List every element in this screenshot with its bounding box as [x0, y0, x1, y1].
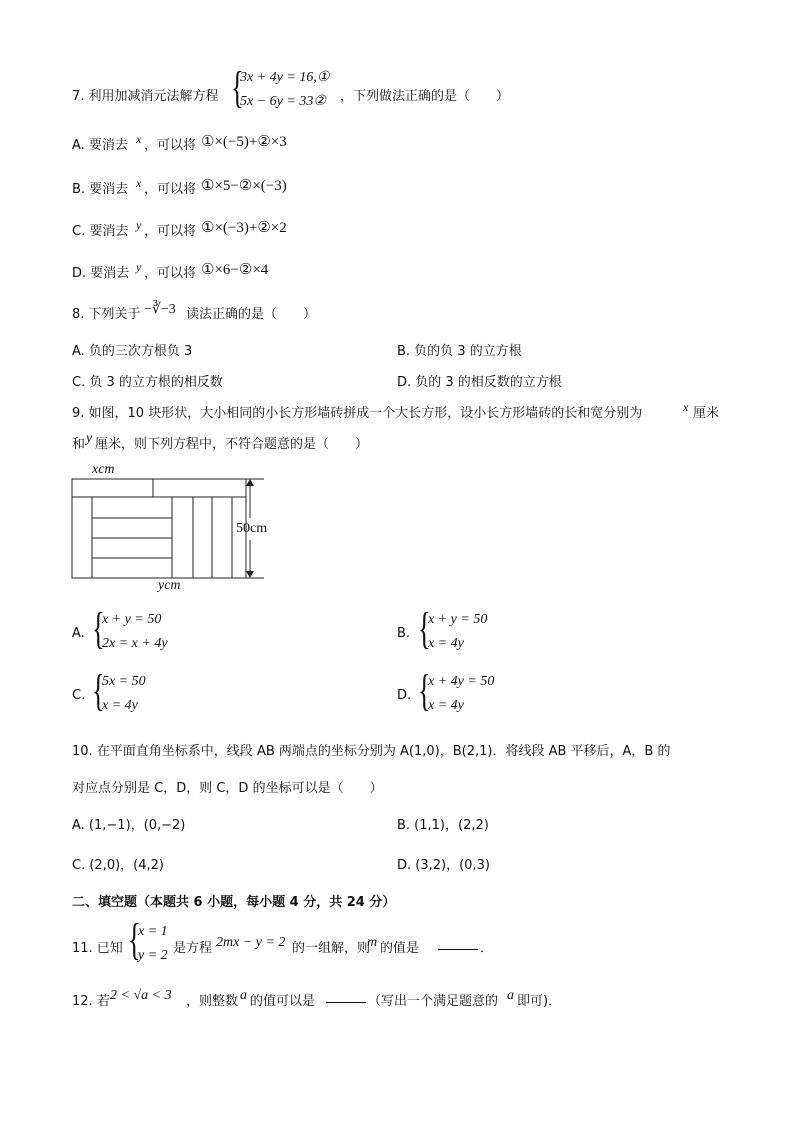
q7-stem-suffix: ，下列做法正确的是（ ） [340, 89, 510, 104]
q8-stem-prefix: 8. 下列关于 [72, 307, 141, 322]
q9-variable-x: x [683, 400, 689, 414]
q12-prefix: 12. 若 [72, 994, 110, 1009]
figure-bottom-label: ycm [158, 578, 181, 593]
q11-equation-2: y = 2 [138, 948, 168, 963]
option-label: A. 要消去 [72, 138, 128, 153]
option-equation-1: x + 4y = 50 [428, 674, 495, 689]
option-variable: y [136, 218, 142, 232]
q8-stem-suffix: 读法正确的是（ ） [186, 307, 317, 322]
q8-option-c: C. 负 3 的立方根的相反数 [72, 375, 223, 390]
option-equation-1: 5x = 50 [102, 674, 146, 689]
q8-option-d: D. 负的 3 的相反数的立方根 [397, 375, 562, 390]
section-heading: 二、填空题（本题共 6 小题，每小题 4 分，共 24 分） [72, 895, 396, 910]
q11-equation: 2mx − y = 2 [216, 935, 286, 950]
option-text: ，可以将 [144, 182, 197, 197]
option-label: D. 要消去 [72, 266, 130, 281]
option-expression: ①×5−②×(−3) [201, 178, 287, 194]
q11-prefix: 11. 已知 [72, 941, 123, 956]
system-brace: { [231, 63, 244, 112]
system-brace: { [92, 604, 105, 653]
q10-stem-line-2: 对应点分别是 C，D，则 C，D 的坐标可以是（ ） [72, 781, 383, 796]
answer-blank[interactable] [326, 990, 366, 1003]
q12-inequality: 2 < √a < 3 [110, 988, 172, 1003]
q12-mid: ，则整数 [186, 994, 239, 1009]
q10-option-c: C. (2,0)，(4,2) [72, 858, 164, 873]
q11-end: 的值是 [380, 941, 420, 956]
system-brace: { [418, 604, 431, 653]
option-label: D. [397, 688, 412, 703]
q9-stem-line-1: 9. 如图，10 块形状，大小相同的小长方形墙砖拼成一个大长方形，设小长方形墙砖的长和宽分别为 [72, 406, 643, 421]
option-equation-1: x + y = 50 [428, 612, 488, 627]
q11-variable: m [367, 935, 378, 950]
option-label: C. [72, 688, 86, 703]
arrow-up-icon [246, 479, 254, 486]
q7-stem-prefix: 7. 利用加减消元法解方程 [72, 89, 219, 104]
figure-top-label: xcm [92, 462, 115, 477]
option-expression: ①×(−5)+②×3 [201, 134, 287, 150]
q10-stem-line-1: 10. 在平面直角坐标系中，线段 AB 两端点的坐标分别为 A(1,0)，B(2,1)．将线段 AB 平移后，A，B 的 [72, 744, 671, 759]
q9-variable-y: y [86, 431, 93, 446]
system-brace: { [418, 666, 431, 715]
option-text: ，可以将 [144, 266, 197, 281]
option-equation-2: 2x = x + 4y [102, 636, 168, 651]
q11-suffix: 的一组解，则 [292, 941, 371, 956]
option-variable: y [136, 260, 142, 274]
q9-stem-line-2b: 厘米，则下列方程中，不符合题意的是（ ） [95, 437, 369, 452]
option-equation-2: x = 4y [428, 636, 464, 651]
option-label: C. 要消去 [72, 224, 129, 239]
system-brace: { [128, 915, 141, 964]
option-variable: x [136, 176, 142, 190]
q12-variable: a [240, 988, 247, 1003]
system-brace: { [92, 666, 105, 715]
q8-option-a: A. 负的三次方根负 3 [72, 344, 193, 359]
option-label: B. [397, 626, 411, 641]
option-label: B. 要消去 [72, 182, 129, 197]
q10-option-d: D. (3,2)，(0,3) [397, 858, 490, 873]
q8-expression: −∛−3 [144, 302, 176, 317]
option-expression: ①×6−②×4 [201, 262, 269, 278]
option-text: ，可以将 [144, 138, 197, 153]
q7-equation-2: 5x − 6y = 33② [240, 94, 326, 109]
q12-variable-2: a [507, 988, 514, 1003]
arrow-down-icon [246, 571, 254, 578]
q11-period: ． [480, 941, 494, 956]
q7-equation-1: 3x + 4y = 16,① [240, 70, 330, 85]
q12-mid2: 的值可以是 [250, 994, 316, 1009]
option-equation-1: x + y = 50 [102, 612, 162, 627]
option-text: ，可以将 [144, 224, 197, 239]
figure-side-label: 50cm [236, 521, 268, 536]
q9-stem-line-2a: 和 [72, 437, 86, 452]
q12-end: 即可)． [517, 994, 562, 1009]
q11-mid: 是方程 [173, 941, 213, 956]
q11-equation-1: x = 1 [138, 924, 168, 939]
q12-suffix: （写出一个满足题意的 [368, 994, 499, 1009]
q9-unit: 厘米 [693, 406, 720, 421]
option-equation-2: x = 4y [428, 698, 464, 713]
outer-rectangle [72, 479, 246, 578]
option-label: A. [72, 626, 85, 641]
q10-option-b: B. (1,1)，(2,2) [397, 818, 489, 833]
q8-option-b: B. 负的负 3 的立方根 [397, 344, 522, 359]
option-variable: x [136, 132, 142, 146]
answer-blank[interactable] [438, 937, 478, 950]
q10-option-a: A. (1,−1)，(0,−2) [72, 818, 186, 833]
option-expression: ①×(−3)+②×2 [201, 220, 287, 236]
option-equation-2: x = 4y [102, 698, 138, 713]
